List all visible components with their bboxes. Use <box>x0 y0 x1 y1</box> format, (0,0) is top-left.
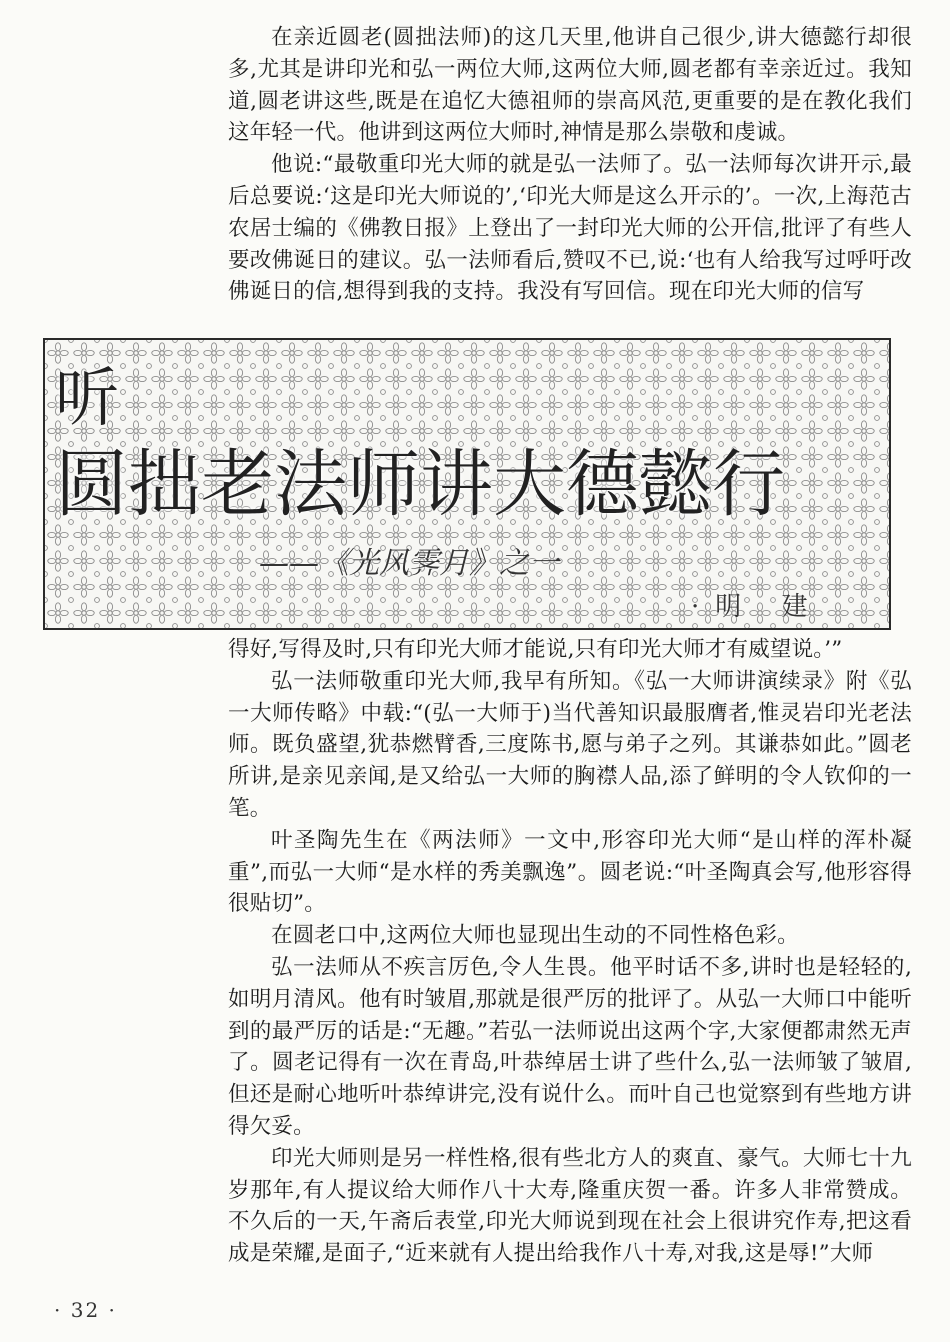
title-banner <box>43 338 891 630</box>
page-number: · 32 · <box>54 1298 117 1322</box>
paragraph: 他说:“最敬重印光大师的就是弘一法师了。弘一法师每次讲开示,最后总要说:‘这是印光大师说的’,‘印光大师是这么开示的’。一次,上海范古农居士编的《佛教日报》上登出了一封印光大师的公开信,批评了有些人要改佛诞日的建议。弘一法师看后,赞叹不已,说:‘也有人给我写过呼吁改佛诞日的信,想得到我的支持。我没有写回信。现在印光大师的信写 <box>228 152 912 305</box>
paragraph: 得好,写得及时,只有印光大师才能说,只有印光大师才有威望说。’” <box>228 637 843 662</box>
subtitle: ——《光风霁月》之一 <box>259 546 559 581</box>
paragraph: 在圆老口中,这两位大师也显现出生动的不同性格色彩。 <box>271 923 799 949</box>
body-text-top <box>228 22 912 308</box>
author-byline: ·明 建 <box>691 592 824 622</box>
paragraph: 弘一法师敬重印光大师,我早有所知。《弘一大师讲演续录》附《弘一大师传略》中载:“(弘一大师于)当代善知识最服膺者,惟灵岩印光老法师。既负盛望,犹恭燃臂香,三度陈书,愿与弟子之列。其谦恭如此。”圆老所讲,是亲见亲闻,是又给弘一大师的胸襟人品,添了鲜明的令人钦仰的一笔。 <box>228 668 912 821</box>
paragraph: 在亲近圆老(圆拙法师)的这几天里,他讲自己很少,讲大德懿行却很多,尤其是讲印光和弘一两位大师,这两位大师,圆老都有幸亲近过。我知道,圆老讲这些,既是在追忆大德祖师的崇高风范,更重要的是在教化我们这年轻一代。他讲到这两位大师时,神情是那么崇敬和虔诚。 <box>228 25 912 146</box>
title-line-2: 圆拙老法师讲大德懿行 <box>55 442 785 527</box>
paragraph: 印光大师则是另一样性格,很有些北方人的爽直、豪气。大师七十九岁那年,有人提议给大师作八十大寿,隆重庆贺一番。许多人非常赞成。不久后的一天,午斋后表堂,印光大师说到现在社会上很讲究作寿,把这看成是荣耀,是面子,“近来就有人提出给我作八十寿,对我,这是辱!”大师 <box>228 1145 912 1267</box>
body-text-bottom <box>228 634 912 1270</box>
paragraph: 叶圣陶先生在《两法师》一文中,形容印光大师“是山样的浑朴凝重”,而弘一大师“是水样的秀美飘逸”。圆老说:“叶圣陶真会写,他形容得很贴切”。 <box>228 827 912 917</box>
paragraph: 弘一法师从不疾言厉色,令人生畏。他平时话不多,讲时也是轻轻的,如明月清风。他有时皱眉,那就是很严厉的批评了。从弘一大师口中能听到的最严厉的话是:“无趣。”若弘一法师说出这两个字,大家便都肃然无声了。圆老记得有一次在青岛,叶恭绰居士讲了些什么,弘一法师皱了皱眉,但还是耐心地听叶恭绰讲完,没有说什么。而叶自己也觉察到有些地方讲得欠妥。 <box>228 954 912 1139</box>
title-line-1: 听 <box>55 362 119 436</box>
